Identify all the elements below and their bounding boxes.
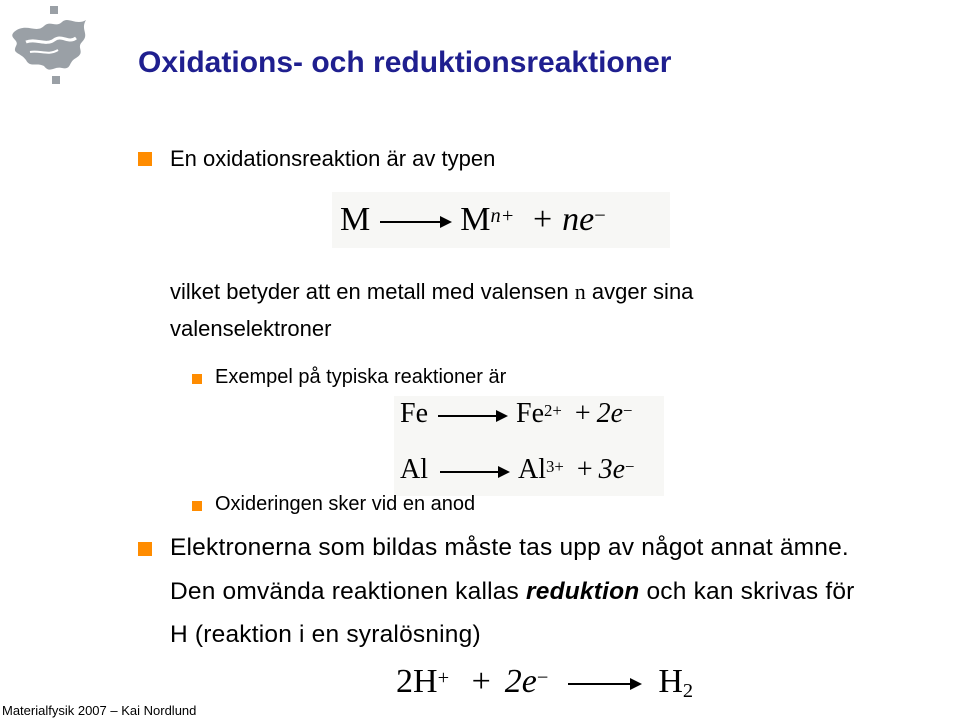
reduction-text-a: Den omvända reaktionen kallas [170,578,520,605]
bullet-electrons-text: Elektronerna som bildas måste tas upp av något annat ämne. [170,534,849,561]
valence-text-b: avger sina [591,279,694,304]
eq-fe-plus: + [574,398,591,429]
valence-line-2: valenselektroner [170,316,332,341]
eq-electron-charge: − [594,204,606,227]
eq-fe-reactant: Fe [400,398,428,429]
reduction-text-b: och kan skrivas för [646,578,855,605]
equation-general-oxidation [332,192,670,248]
eq-plus: + [532,201,553,238]
valence-symbol-n: n [574,279,586,304]
reduction-keyword: reduktion [526,578,640,605]
footer-credit: Materialfysik 2007 – Kai Nordlund [2,703,197,718]
reaction-arrow-icon [568,683,640,685]
equation-hydrogen [396,660,693,713]
reaction-arrow-icon [380,221,450,223]
eq-al-plus: + [576,454,593,485]
eq-al-electrons: 3e [598,454,626,485]
equation-fe [400,396,633,432]
valence-line-1 [170,279,693,305]
reduction-line [170,578,855,606]
reaction-arrow-icon [438,415,506,417]
sub-bullet-examples-text: Exempel på typiska reaktioner är [215,366,507,388]
sub-bullet-marker [192,374,202,384]
eq-al-product: Al [518,454,546,485]
eq-al-reactant: Al [400,454,428,485]
eq-h-product: H [658,663,683,700]
eq-h-electron-charge: − [536,666,549,689]
page-title: Oxidations- och reduktionsreaktioner [138,46,672,79]
equation-al [400,452,635,488]
bullet-oxidation-text: En oxidationsreaktion är av typen [170,146,496,171]
sub-bullet-marker [192,501,202,511]
university-flame-logo [6,4,98,86]
eq-al-charge: 3+ [546,456,564,476]
eq-product: M [460,201,491,238]
eq-reactant: M [340,201,371,238]
eq-electrons: ne [562,201,595,238]
eq-fe-electrons: 2e [596,398,624,429]
eq-h-charge: + [437,666,450,689]
eq-h-reactant: 2H [396,663,438,700]
bullet-marker [138,542,152,556]
eq-fe-electron-charge: − [623,400,633,420]
eq-fe-product: Fe [516,398,544,429]
eq-h-subscript: 2 [682,680,694,703]
hydrogen-line: H (reaktion i en syralösning) [170,621,481,648]
eq-h-electrons: 2e [504,663,537,700]
bullet-marker [138,152,152,166]
sub-bullet-anode-text: Oxideringen sker vid en anod [215,493,476,515]
eq-al-electron-charge: − [625,456,635,476]
eq-h-plus: + [471,663,491,700]
valence-text-a: vilket betyder att en metall med valensen [170,279,569,304]
reaction-arrow-icon [440,471,508,473]
eq-fe-charge: 2+ [544,400,562,420]
eq-product-charge: n+ [490,204,515,227]
